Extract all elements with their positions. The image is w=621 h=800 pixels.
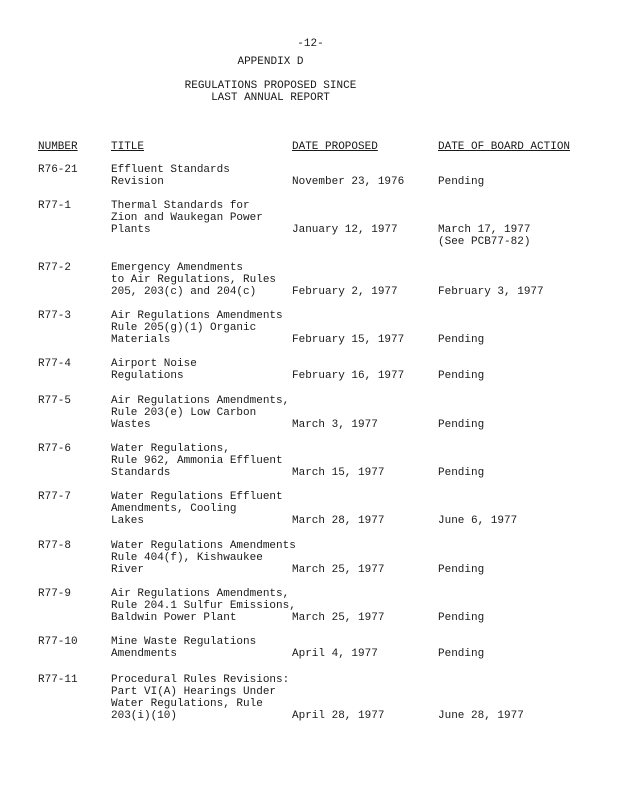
board-action [438, 334, 484, 346]
title-line: Air Regulations Amendments, [111, 395, 290, 407]
date-proposed: February 15, 1977 [292, 334, 405, 346]
board-action-line: February 3, 1977 [438, 286, 544, 298]
header-number: NUMBER [38, 141, 78, 153]
board-action-line: Pending [438, 370, 485, 382]
title-line: Air Regulations Amendments, [111, 588, 290, 600]
regulation-title [111, 491, 283, 527]
board-action-line: Pending [438, 419, 485, 431]
regulation-title [111, 636, 256, 660]
title-line: Air Regulations Amendments [111, 310, 283, 322]
regulation-number: R77-10 [38, 636, 78, 648]
board-action [438, 612, 484, 624]
title-line: Effluent Standards [111, 164, 230, 176]
regulation-number: R77-4 [38, 358, 72, 370]
board-action-line: Pending [438, 334, 485, 346]
title-line: River [111, 564, 145, 576]
regulation-number: R77-8 [38, 540, 72, 552]
date-proposed: March 3, 1977 [292, 419, 378, 431]
title-line: Mine Waste Regulations [111, 636, 257, 648]
regulation-title [111, 310, 283, 346]
page-number: -12- [297, 38, 324, 50]
regulation-title [111, 395, 289, 431]
board-action [438, 564, 484, 576]
header-date-proposed: DATE PROPOSED [292, 141, 378, 153]
regulation-number: R76-21 [38, 164, 78, 176]
regulation-number: R77-9 [38, 588, 72, 600]
document-title [0, 80, 541, 104]
title-line: Airport Noise [111, 358, 197, 370]
board-action [438, 419, 484, 431]
title-line: Water Regulations, [111, 443, 230, 455]
board-action [438, 467, 484, 479]
title-line: Part VI(A) Hearings Under [111, 686, 277, 698]
title-line: Rule 204.1 Sulfur Emissions, [111, 600, 296, 612]
board-action-line: Pending [438, 467, 485, 479]
date-proposed: March 25, 1977 [292, 564, 385, 576]
title-line: Amendments [111, 648, 178, 660]
regulation-title [111, 540, 296, 576]
title-line: Amendments, Cooling [111, 503, 237, 515]
board-action-line: March 17, 1977 [438, 224, 531, 236]
regulation-number: R77-7 [38, 491, 72, 503]
title-line: Baldwin Power Plant [111, 612, 237, 624]
title-line: Water Regulations, Rule [111, 698, 263, 710]
board-action [438, 286, 544, 298]
title-line: to Air Regulations, Rules [111, 274, 277, 286]
title-line: 205, 203(c) and 204(c) [111, 286, 257, 298]
regulation-title [111, 164, 230, 188]
regulation-title [111, 200, 263, 236]
title-line: Regulations [111, 370, 184, 382]
date-proposed: March 28, 1977 [292, 515, 385, 527]
title-line: Thermal Standards for [111, 200, 250, 212]
regulation-title [111, 358, 197, 382]
date-proposed: February 2, 1977 [292, 286, 398, 298]
title-line: Plants [111, 224, 151, 236]
board-action-line: Pending [438, 648, 485, 660]
board-action [438, 370, 484, 382]
regulation-number: R77-1 [38, 200, 72, 212]
regulation-title [111, 262, 276, 298]
board-action-line: (See PCB77-82) [438, 236, 531, 248]
header-title: TITLE [111, 141, 145, 153]
board-action-line: June 28, 1977 [438, 710, 524, 722]
board-action-line: Pending [438, 176, 485, 188]
title-line: 203(i)(10) [111, 710, 178, 722]
title-line: Revision [111, 176, 164, 188]
regulation-number: R77-6 [38, 443, 72, 455]
regulation-title [111, 588, 296, 624]
date-proposed: April 28, 1977 [292, 710, 385, 722]
date-proposed: March 25, 1977 [292, 612, 385, 624]
title-line: Rule 203(e) Low Carbon [111, 407, 257, 419]
title-line: Water Regulations Effluent [111, 491, 283, 503]
title-line: Lakes [111, 515, 145, 527]
board-action [438, 515, 517, 527]
board-action [438, 648, 484, 660]
title-line: Materials [111, 334, 171, 346]
board-action [438, 176, 484, 188]
title-line: Procedural Rules Revisions: [111, 674, 290, 686]
title-line: Water Regulations Amendments [111, 540, 296, 552]
title-line-1: REGULATIONS PROPOSED SINCE [184, 80, 357, 92]
regulation-title [111, 443, 283, 479]
date-proposed: January 12, 1977 [292, 224, 398, 236]
regulation-number: R77-11 [38, 674, 78, 686]
title-line: Rule 962, Ammonia Effluent [111, 455, 283, 467]
title-line: Rule 205(g)(1) Organic [111, 322, 257, 334]
board-action-line: Pending [438, 564, 485, 576]
date-proposed: March 15, 1977 [292, 467, 385, 479]
board-action-line: June 6, 1977 [438, 515, 518, 527]
header-board-action: DATE OF BOARD ACTION [438, 141, 571, 153]
date-proposed: February 16, 1977 [292, 370, 405, 382]
regulation-number: R77-5 [38, 395, 72, 407]
board-action [438, 710, 524, 722]
title-line: Zion and Waukegan Power [111, 212, 263, 224]
date-proposed: April 4, 1977 [292, 648, 378, 660]
board-action [438, 224, 530, 248]
title-line-2: LAST ANNUAL REPORT [211, 92, 330, 104]
board-action-line: Pending [438, 612, 485, 624]
title-line: Standards [111, 467, 171, 479]
regulation-title [111, 674, 289, 722]
title-line: Emergency Amendments [111, 262, 244, 274]
title-line: Rule 404(f), Kishwaukee [111, 552, 263, 564]
date-proposed: November 23, 1976 [292, 176, 405, 188]
regulation-number: R77-3 [38, 310, 72, 322]
title-line: Wastes [111, 419, 151, 431]
appendix-heading: APPENDIX D [237, 56, 304, 68]
regulation-number: R77-2 [38, 262, 72, 274]
